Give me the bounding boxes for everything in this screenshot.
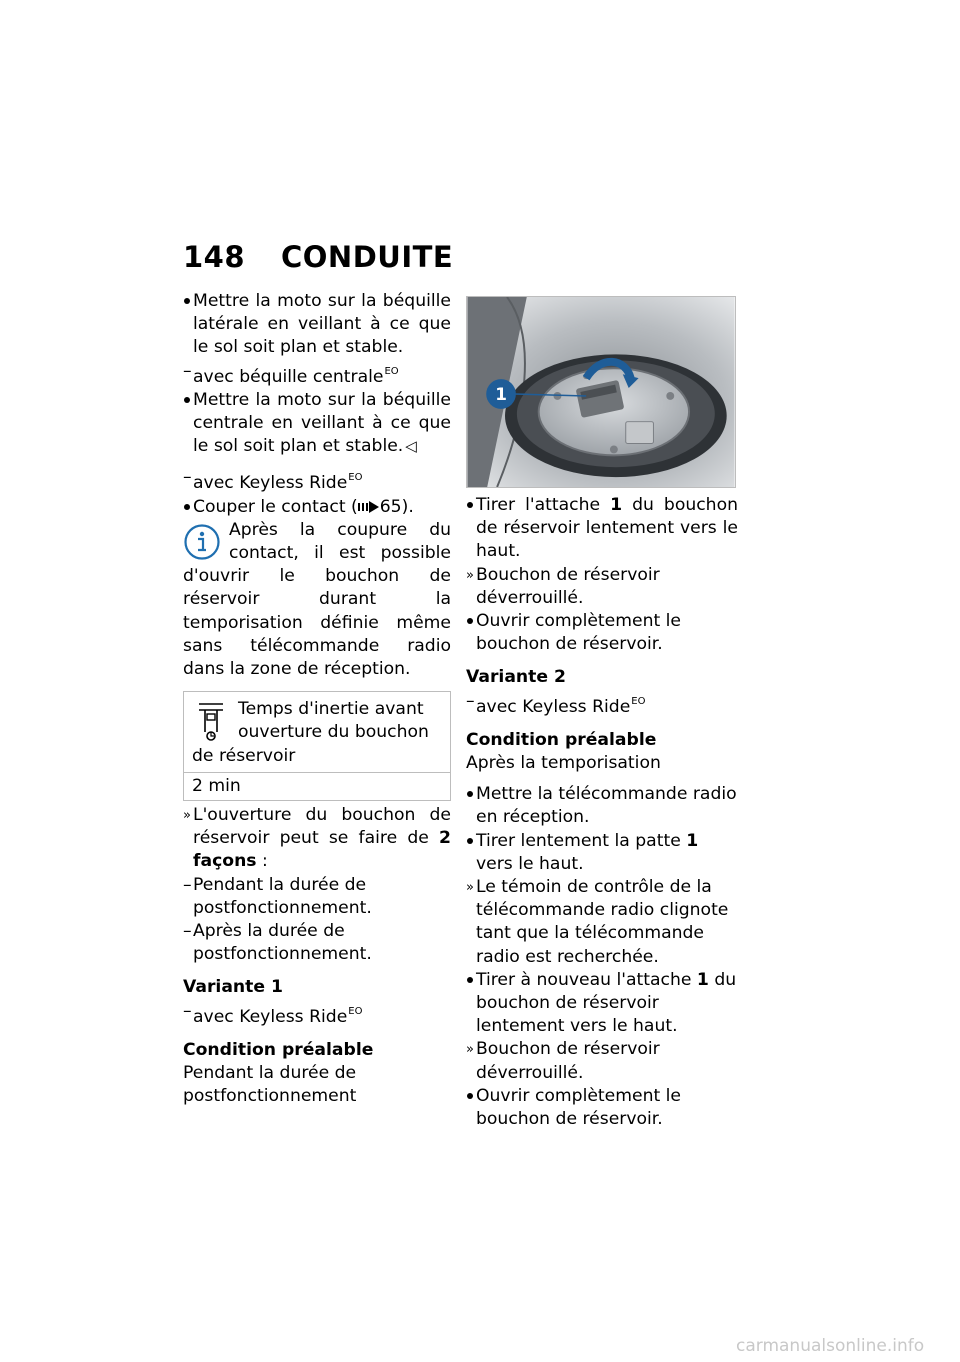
- option-line: [183, 1000, 451, 1029]
- option-badge: EO: [348, 1005, 363, 1017]
- dash-marker: –: [183, 921, 192, 942]
- list-item: Tirer à nouveau l'attache 1 du bouchon de réservoir lentement vers le haut.: [466, 969, 738, 1039]
- result-item: » L'ouverture du bouchon de réservoir peut se faire de 2 façons :: [183, 805, 451, 872]
- callout-number: 1: [495, 383, 507, 404]
- condition-heading: Condition préalable: [466, 729, 657, 750]
- result-marker: »: [466, 1042, 474, 1058]
- section-title: CONDUITE: [281, 240, 454, 274]
- option-text: avec béquille centrale: [193, 366, 384, 387]
- dash-marker: –: [466, 690, 475, 711]
- dash-marker: –: [183, 360, 192, 381]
- list-item: Ouvrir complètement le bouchon de réservoir.: [466, 1085, 738, 1131]
- option-text: Pendant la durée de postfonctionnement.: [193, 874, 372, 918]
- option-badge: EO: [631, 695, 646, 707]
- instruction-text: Mettre la moto sur la béquille centrale en veillant à ce que le sol soit plan et stable.: [193, 389, 451, 457]
- option-badge: EO: [384, 365, 399, 377]
- info-note: [183, 519, 451, 681]
- bold-count: 2 façons: [193, 828, 451, 872]
- list-item: Ouvrir complètement le bouchon de réservoir.: [466, 610, 738, 656]
- fuel-cap-photo: [466, 296, 736, 488]
- result-marker: »: [466, 880, 474, 896]
- result-item: » Bouchon de réservoir déverrouillé.: [466, 1039, 660, 1083]
- option-line: [183, 466, 451, 495]
- option-line: [183, 874, 451, 920]
- page-reference-icon: [358, 501, 380, 513]
- spec-table: [183, 691, 451, 801]
- spec-header: [184, 692, 450, 772]
- variant-heading: Variante 2: [466, 667, 566, 688]
- result-item: » Le témoin de contrôle de la télécommande radio clignote tant que la télécommande radio est recherchée.: [466, 877, 729, 967]
- dash-marker: –: [183, 874, 192, 895]
- list-item: [183, 290, 451, 360]
- page-number: 148: [183, 240, 246, 274]
- condition-text: Après la temporisation: [466, 753, 661, 774]
- instruction-text: Mettre la moto sur la béquille latérale en veillant à ce que le sol soit plan et stable.: [193, 291, 451, 358]
- option-text: avec Keyless Ride: [193, 1006, 348, 1027]
- list-item: Mettre la télécommande radio en réception.: [466, 783, 738, 829]
- list-item: Tirer lentement la patte 1 vers le haut.: [466, 830, 738, 876]
- right-column: [466, 292, 738, 1131]
- list-item: Tirer l'attache 1 du bouchon de réservoir lentement vers le haut.: [466, 494, 738, 564]
- result-marker: »: [183, 808, 191, 824]
- end-mark-icon: ◁: [405, 437, 417, 456]
- page-reference[interactable]: 65: [379, 496, 402, 517]
- condition-text: Pendant la durée de postfonctionnement: [183, 1063, 357, 1107]
- result-item: » Bouchon de réservoir déverrouillé.: [466, 564, 660, 608]
- option-text: Après la durée de postfonctionnement.: [193, 921, 372, 965]
- option-line: [183, 360, 451, 389]
- variant-heading: Variante 1: [183, 977, 283, 998]
- page-header: [183, 240, 453, 274]
- footer-watermark: carmanualsonline.info: [736, 1336, 925, 1356]
- condition-heading: Condition préalable: [183, 1039, 374, 1060]
- list-item: Couper le contact ( 65).: [183, 496, 451, 519]
- result-marker: »: [466, 567, 474, 583]
- dash-marker: –: [183, 1000, 192, 1021]
- left-column: [183, 290, 451, 1109]
- option-text: avec Keyless Ride: [193, 473, 348, 494]
- info-icon: [183, 523, 221, 561]
- spec-value: 2 min: [184, 772, 450, 800]
- list-item: [183, 389, 451, 459]
- dash-marker: –: [183, 467, 192, 488]
- spec-label: Temps d'inertie avant ouverture du bouchon de réservoir: [192, 699, 429, 766]
- info-text: Après la coupure du contact, il est possible d'ouvrir le bouchon de réservoir durant la temporisation définie même sans télécommande radio dans la zone de réception.: [183, 519, 451, 680]
- option-badge: EO: [348, 472, 363, 484]
- timer-spec-icon: [196, 700, 226, 742]
- instruction-text: Couper le contact (: [193, 496, 358, 517]
- option-line: – avec Keyless Ride$^{EO}$: [466, 690, 646, 717]
- option-line: [183, 920, 451, 966]
